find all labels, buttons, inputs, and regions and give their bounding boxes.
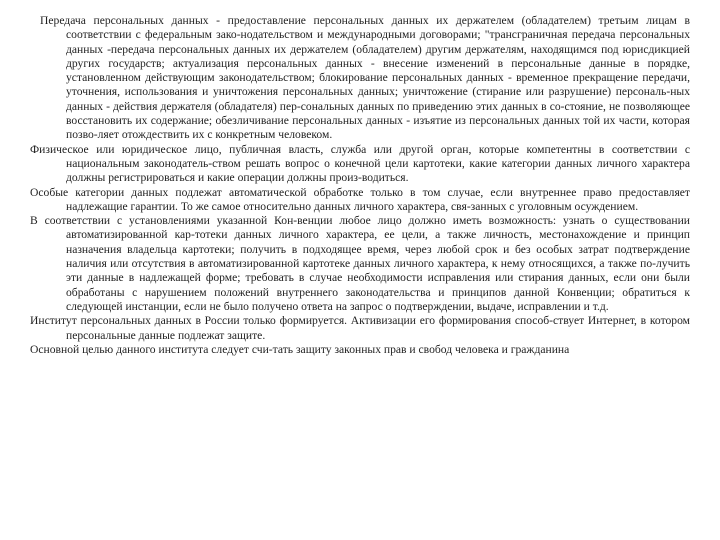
paragraph-subject-rights: В соответствии с установлениями указанной Кон-венции любое лицо должно иметь возможность: узнать о существовании автоматизированной кар-тотеки данных личного характера, ее цели, а также личность, местонахождение и принцип назначения владельца картотеки; получить в подходящее время, через любой срок и без особых затрат подтверждение наличия или отсутствия в автоматизированной картотеке данных личного характера, к нему относящихся, а также по-лучить эти данные в надлежащей форме; требовать в случае необходимости исправления или стирания данных, если они были обработаны с нарушением положений внутреннего законодательства и принципов данной Конвенции; обратиться к следующей инстанции, если не было получено ответа на запрос о подтверждении, выдаче, исправлении и т.д.: [30, 214, 690, 313]
document-body: [30, 14, 690, 357]
paragraph-personal-data-definitions: Передача персональных данных - предоставление персональных данных их держателем (обладателем) третьим лицам в соответствии с федеральным зако-нодательством и международными договорами; "трансграничная передача персональных данных -передача персональных данных их держателем (обладателем) другим держателям, находящимся под юрисдикцией других государств; актуализация персональных данных - внесение изменений в персональные данные в порядке, установленном действующим законодательством; блокирование персональных данных - временное прекращение передачи, уточнения, использования и уничтожения персональных данных; уничтожение (стирание или разрушение) персональ-ных данных - действия держателя (обладателя) пер-сональных данных по приведению этих данных в со-стояние, не позволяющее восстановить их содержание; обезличивание персональных данных - изъятие из персональных данных той их части, которая позво-ляет отождествить их с конкретным человеком.: [40, 14, 690, 142]
paragraph-institute-in-russia: Институт персональных данных в России только формируется. Активизации его формирования способ-ствует Интернет, в котором персональные данные подлежат защите.: [30, 314, 690, 342]
paragraph-data-controller: Физическое или юридическое лицо, публичная власть, служба или другой орган, которые компетентны в соответствии с национальным законодатель-ством решать вопрос о конечной цели картотеки, какие категории данных личного характера должны регистрироваться и какие операции должны произ-водиться.: [30, 142, 690, 185]
paragraph-special-categories: Особые категории данных подлежат автоматической обработке только в том случае, если внутреннее право предоставляет надлежащие гарантии. То же самое относительно данных личного характера, свя-занных с уголовным осуждением.: [30, 185, 690, 213]
paragraph-main-goal: Основной целью данного института следует счи-тать защиту законных прав и свобод человека и гражданина: [30, 342, 570, 356]
